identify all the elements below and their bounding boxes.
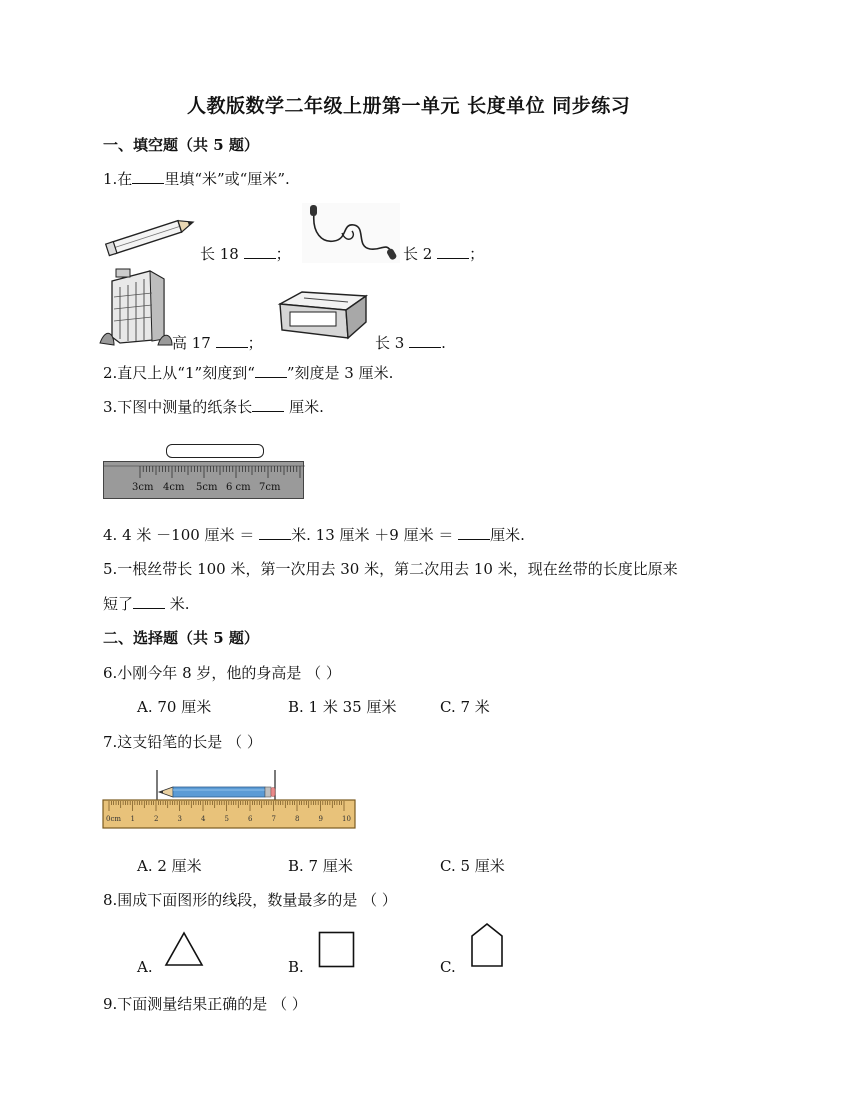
pencil-length-label: 长 18 ； bbox=[200, 245, 291, 263]
q6-option-c[interactable]: C. 7 米 bbox=[440, 698, 490, 716]
building-height-label: 高 17 ； bbox=[172, 334, 263, 352]
building-illustration bbox=[100, 267, 172, 347]
ruler-label: 8 bbox=[295, 815, 300, 823]
gray-ruler bbox=[103, 461, 304, 499]
square-shape bbox=[318, 931, 356, 969]
ruler-label: 7 bbox=[271, 815, 276, 823]
ruler-label: 6 cm bbox=[226, 482, 251, 493]
question-4: 4. 4 米 －100 厘米 ＝ 米. 13 厘米 ＋9 厘米 ＝ 厘米. bbox=[103, 526, 525, 544]
box-unit-blank[interactable] bbox=[409, 333, 441, 348]
q1-blank[interactable] bbox=[132, 169, 164, 184]
q7-option-c[interactable]: C. 5 厘米 bbox=[440, 857, 505, 875]
q4-blank-1[interactable] bbox=[259, 525, 291, 540]
building-unit-blank[interactable] bbox=[216, 333, 248, 348]
q5-blank[interactable] bbox=[133, 594, 165, 609]
ruler-label: 4 bbox=[201, 815, 206, 823]
question-5-line-1: 5.一根丝带长 100 米，第一次用去 30 米，第二次用去 10 米，现在丝带的长度比原来 bbox=[103, 560, 678, 578]
jump-rope-illustration bbox=[302, 203, 400, 263]
q7-option-b[interactable]: B. 7 厘米 bbox=[288, 857, 353, 875]
ruler-label: 10 bbox=[342, 815, 351, 823]
ruler-label: 5cm bbox=[196, 482, 218, 493]
q8-option-a-label[interactable]: A. bbox=[137, 958, 153, 976]
q7-option-a[interactable]: A. 2 厘米 bbox=[137, 857, 202, 875]
ruler-label: 5 bbox=[224, 815, 229, 823]
ruler-label: 0cm bbox=[106, 815, 122, 823]
question-9-stem: 9.下面测量结果正确的是 （ ） bbox=[103, 995, 307, 1013]
rope-length-label: 长 2 ； bbox=[403, 245, 485, 263]
ruler-label: 1 bbox=[130, 815, 135, 823]
question-6-stem: 6.小刚今年 8 岁，他的身高是 （ ） bbox=[103, 664, 341, 682]
pencil-on-ruler-illustration bbox=[103, 768, 355, 832]
gray-ruler-ticks bbox=[104, 462, 305, 482]
section-heading-fill-blank: 一、填空题（共 5 题） bbox=[103, 136, 259, 154]
question-3: 3.下图中测量的纸条长 厘米. bbox=[103, 398, 324, 416]
q8-option-c-label[interactable]: C. bbox=[440, 958, 456, 976]
q2-blank[interactable] bbox=[255, 363, 287, 378]
ruler-label: 3 bbox=[177, 815, 182, 823]
box-length-label: 长 3 . bbox=[375, 334, 446, 352]
q6-option-b[interactable]: B. 1 米 35 厘米 bbox=[288, 698, 397, 716]
question-7-stem: 7.这支铅笔的长是 （ ） bbox=[103, 733, 262, 751]
section-heading-choice: 二、选择题（共 5 题） bbox=[103, 629, 259, 647]
q1-stem-pre: 1.在 bbox=[103, 170, 133, 188]
q4-blank-2[interactable] bbox=[458, 525, 490, 540]
q6-option-a[interactable]: A. 70 厘米 bbox=[137, 698, 212, 716]
question-8-stem: 8.围成下面图形的线段，数量最多的是 （ ） bbox=[103, 891, 397, 909]
question-5-line-2: 短了 米. bbox=[103, 595, 190, 613]
question-1-stem bbox=[103, 168, 290, 189]
page-title: 人教版数学二年级上册第一单元 长度单位 同步练习 bbox=[187, 95, 631, 117]
q1-stem-post: 里填“米”或“厘米”. bbox=[164, 170, 290, 188]
ruler-label: 4cm bbox=[163, 482, 185, 493]
pencil-illustration bbox=[103, 210, 198, 260]
pentagon-house-shape bbox=[470, 922, 504, 968]
question-2: 2.直尺上从“1”刻度到“ ”刻度是 3 厘米. bbox=[103, 364, 394, 382]
ruler-label: 2 bbox=[154, 815, 159, 823]
ruler-label: 9 bbox=[318, 815, 323, 823]
ruler-label: 7cm bbox=[259, 482, 281, 493]
ruler-label: 3cm bbox=[132, 482, 154, 493]
q3-blank[interactable] bbox=[252, 397, 284, 412]
rope-unit-blank[interactable] bbox=[437, 244, 469, 259]
ruler-label: 6 bbox=[248, 815, 253, 823]
pencil-unit-blank[interactable] bbox=[244, 244, 276, 259]
paper-strip bbox=[166, 444, 264, 458]
q8-option-b-label[interactable]: B. bbox=[288, 958, 304, 976]
box-illustration bbox=[274, 288, 370, 342]
triangle-shape bbox=[164, 931, 204, 967]
